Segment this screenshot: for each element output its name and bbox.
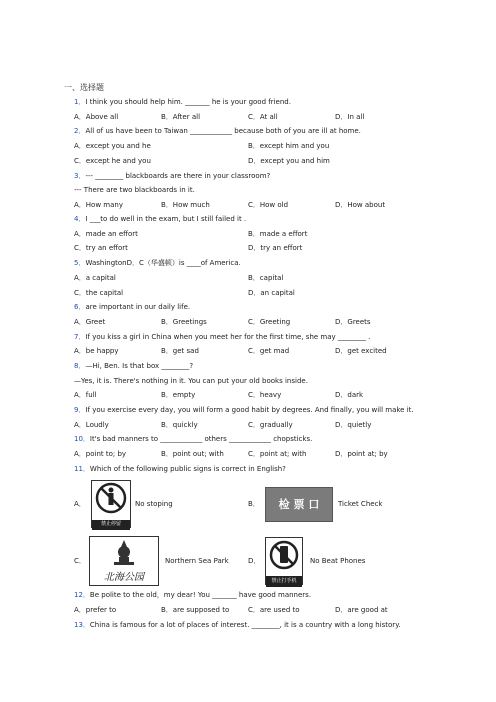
question-10 [74,435,312,444]
question-text: If you kiss a girl in China when you meet her for the first time, she may ________ . [85,333,371,341]
question-text: China is famous for a lot of places of interest. ________, it is a country with a long history. [89,621,401,629]
question-number: 6． [74,303,86,311]
question-6 [74,303,190,312]
question-8 [74,362,193,371]
option-d: D．except you and him [248,157,330,165]
option-c-letter: C． [74,557,86,565]
question-text: Be polite to the old，my dear! You _______ have good manners. [89,591,312,599]
question-text: —Hi, Ben. Is that box ________? [85,362,194,370]
option-c: C．try an effort [74,244,128,252]
option-d: D．Greets [335,318,371,326]
question-number: 1． [74,98,86,106]
pagoda-icon [90,537,158,567]
option-d: D．point at; by [335,450,388,458]
question-7 [74,333,370,342]
question-text: It's bad manners to ____________ others ____________ chopsticks. [89,435,313,443]
option-d: D．get excited [335,347,387,355]
option-a: A．full [74,391,97,399]
option-b: B．point out; with [161,450,224,458]
question-text: If you exercise every day, you will form a good habit by degrees. And finally, you will make it. [85,406,414,414]
option-b: B．get sad [161,347,199,355]
option-c: C．How old [248,201,289,209]
option-c: C．At all [248,113,278,121]
option-b: B．except him and you [248,142,330,150]
option-d: D．dark [335,391,364,399]
option-c-text: Northern Sea Park [165,557,229,565]
option-b: B．are supposed to [161,606,230,614]
question-number: 11． [74,465,90,473]
option-b: B．empty [161,391,196,399]
option-c: C．Greeting [248,318,291,326]
question-number: 12． [74,591,90,599]
sign-caption: 北海公园 [104,572,144,583]
option-b: B．made a effort [248,230,308,238]
option-a: A．point to; by [74,450,127,458]
question-13 [74,621,401,630]
no-stopping-sign [91,480,131,528]
question-4 [74,215,246,224]
option-b: B．How much [161,201,210,209]
option-c: C．except he and you [74,157,151,165]
question-text: --- ________ blackboards are there in your classroom? [85,172,271,180]
option-b: B．Greetings [161,318,207,326]
question-8-answer-line: —Yes, it is. There's nothing in it. You can put your old books inside. [74,377,308,385]
question-number: 4． [74,215,86,223]
question-number: 13． [74,621,90,629]
section-title: 一、选择题 [64,83,104,92]
option-d-letter: D． [248,557,261,565]
question-number: 10． [74,435,90,443]
question-9 [74,406,414,415]
question-number: 5． [74,259,86,267]
option-d: D．How about [335,201,386,209]
question-2 [74,127,361,136]
question-text: are important in our daily life. [85,303,191,311]
no-phones-sign [265,537,303,585]
question-3-answer-line: --- There are two blackboards in it. [74,186,195,194]
question-number: 7． [74,333,86,341]
no-person-icon [92,481,130,517]
option-d: D．an capital [248,289,295,297]
question-number: 3． [74,172,86,180]
question-3 [74,172,270,181]
option-c: C．gradually [248,421,293,429]
question-12 [74,591,311,600]
option-c: C．are used to [248,606,300,614]
option-b: B．capital [248,274,284,282]
option-c: C．get mad [248,347,290,355]
question-text: I think you should help him. _______ he is your good friend. [85,98,291,106]
option-d: D．In all [335,113,365,121]
option-a-letter: A． [74,500,86,508]
question-text: WashingtonD．C（华盛顿）is ____of America. [85,259,241,267]
question-text: All of us have been to Taiwan ____________ because both of you are ill at home. [85,127,361,135]
option-d: D．try an effort [248,244,303,252]
option-a: A．a capital [74,274,116,282]
option-a: A．How many [74,201,123,209]
option-a: A．Greet [74,318,106,326]
option-b: B．After all [161,113,201,121]
option-a: A．Above all [74,113,119,121]
option-a: A．except you and he [74,142,151,150]
question-number: 8． [74,362,86,370]
question-number: 2． [74,127,86,135]
option-b: B．quickly [161,421,198,429]
option-c: C．the capital [74,289,124,297]
question-text: Which of the following public signs is correct in English? [89,465,286,473]
sign-caption: 禁止打手机 [266,576,302,587]
option-a-text: No stoping [135,500,173,508]
option-a: A．prefer to [74,606,117,614]
option-b-letter: B． [248,500,260,508]
option-a: A．made an effort [74,230,138,238]
option-a: A．be happy [74,347,119,355]
ticket-check-sign: 检 票 口 [265,487,333,522]
question-number: 9． [74,406,86,414]
no-phone-icon [266,538,302,573]
option-d-text: No Beat Phones [310,557,366,565]
northern-sea-park-sign [89,536,159,586]
question-5 [74,259,241,268]
question-1 [74,98,291,107]
option-b-text: Ticket Check [338,500,383,508]
option-c: C．point at; with [248,450,307,458]
option-a: A．Loudly [74,421,109,429]
option-d: D．are good at [335,606,388,614]
option-d: D．quietly [335,421,372,429]
sign-caption: 禁止停留 [92,520,130,530]
option-c: C．heavy [248,391,282,399]
question-11 [74,465,286,474]
question-text: I ___to do well in the exam, but I still failed it . [85,215,247,223]
